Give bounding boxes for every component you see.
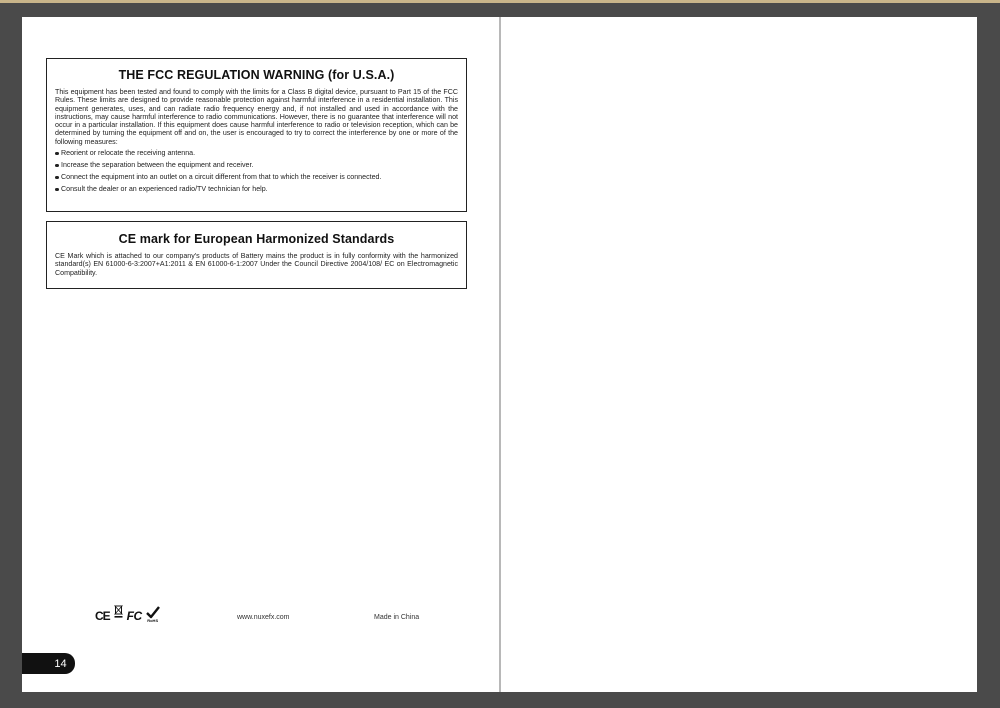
- made-in-label: Made in China: [374, 614, 420, 621]
- right-page-blank: [501, 17, 977, 692]
- fcc-warning-box: [46, 58, 467, 212]
- fcc-measures-list: [55, 149, 458, 194]
- ce-body: CE Mark which is attached to our company's products of Battery mains the product is in fully conformity with the harmonized standard(s) EN 61000-6-3:2007+A1:2011 & EN 61000-6-1:2007 Under the Council Directive 2004/108/ EC on Electromagnetic Compatibility.: [55, 252, 458, 277]
- window-top-strip: [0, 0, 1000, 3]
- crossed-bin-icon: [114, 604, 123, 623]
- ce-title: CE mark for European Harmonized Standards: [118, 232, 395, 246]
- list-item: Reorient or relocate the receiving antenna.: [55, 149, 458, 157]
- rohs-check-icon: [146, 606, 160, 623]
- ce-mark-box: [46, 221, 467, 289]
- list-item: Increase the separation between the equipment and receiver.: [55, 161, 458, 169]
- list-item: Consult the dealer or an experienced radio/TV technician for help.: [55, 185, 458, 193]
- left-page: [22, 17, 499, 692]
- page-number-tab: 14: [22, 653, 75, 674]
- rohs-label: RoHS: [147, 618, 159, 623]
- fcc-mark-icon: FC: [126, 609, 142, 623]
- fcc-title: THE FCC REGULATION WARNING (for U.S.A.): [118, 68, 395, 82]
- list-item: Connect the equipment into an outlet on a circuit different from that to which the receiver is connected.: [55, 173, 458, 181]
- website-url: www.nuxefx.com: [237, 614, 290, 621]
- ce-logo: CE: [95, 609, 110, 623]
- certification-logos: [95, 603, 160, 623]
- fcc-body: This equipment has been tested and found to comply with the limits for a Class B digital device, pursuant to Part 15 of the FCC Rules. These limits are designed to provide reasonable protection against harmful interference in a residential installation. This equipment generates, uses, and can radiate radio frequency energy and, if not installed and used in accordance with the instructions, may cause harmful interference to radio communications. However, there is no guarantee that interference will not occur in a particular installation. If this equipment does cause harmful interference to radio or television reception, which can be determined by turning the equipment off and on, the user is encouraged to try to correct the interference by one or more of the following measures:: [55, 88, 458, 146]
